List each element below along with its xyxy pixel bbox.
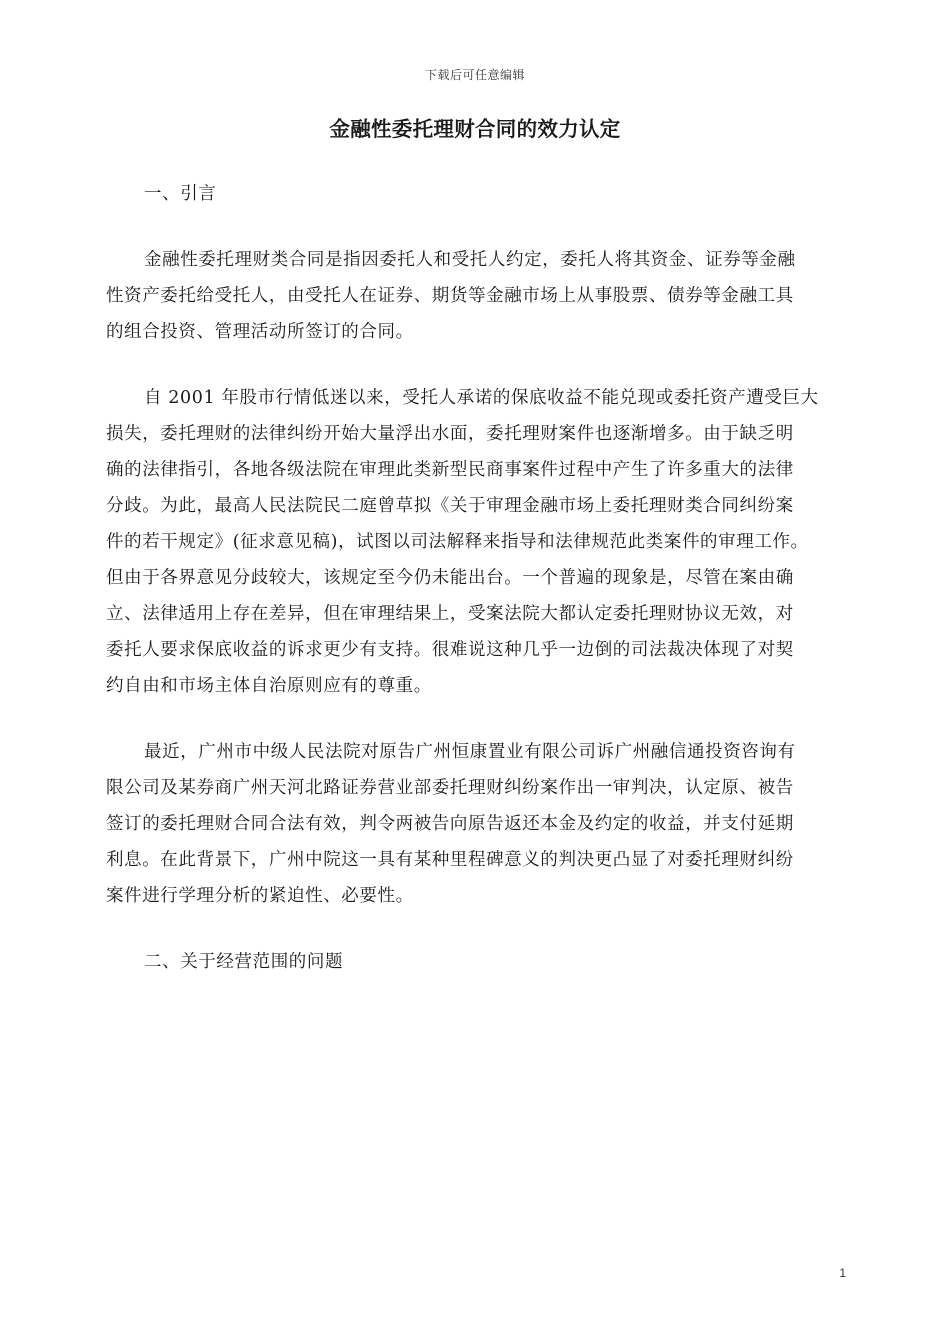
section-heading-introduction: 一、引言 bbox=[144, 184, 217, 204]
paragraph-line: 案件进行学理分析的紧迫性、必要性。 bbox=[106, 886, 414, 906]
paragraph-line: 件的若干规定》(征求意见稿)，试图以司法解释来指导和法律规范此类案件的审理工作。 bbox=[106, 532, 809, 552]
paragraph-line: 性资产委托给受托人，由受托人在证券、期货等金融市场上从事股票、债券等金融工具 bbox=[106, 286, 794, 306]
paragraph-line: 约自由和市场主体自治原则应有的尊重。 bbox=[106, 676, 432, 696]
paragraph-line: 金融性委托理财类合同是指因委托人和受托人约定，委托人将其资金、证券等金融 bbox=[144, 250, 796, 270]
section-heading-business-scope: 二、关于经营范围的问题 bbox=[144, 952, 344, 972]
paragraph-line: 损失，委托理财的法律纠纷开始大量浮出水面，委托理财案件也逐渐增多。由于缺乏明 bbox=[106, 424, 794, 444]
paragraph-line: 确的法律指引，各地各级法院在审理此类新型民商事案件过程中产生了许多重大的法律 bbox=[106, 460, 794, 480]
page-number: 1 bbox=[839, 1266, 846, 1280]
paragraph bbox=[106, 380, 846, 704]
paragraph-line: 委托人要求保底收益的诉求更少有支持。很难说这种几乎一边倒的司法裁决体现了对契 bbox=[106, 640, 794, 660]
paragraph-line: 利息。在此背景下，广州中院这一具有某种里程碑意义的判决更凸显了对委托理财纠纷 bbox=[106, 850, 794, 870]
paragraph-line: 自 2001 年股市行情低迷以来，受托人承诺的保底收益不能兑现或委托资产遭受巨大 bbox=[144, 388, 819, 408]
paragraph-line: 但由于各界意见分歧较大，该规定至今仍未能出台。一个普遍的现象是，尽管在案由确 bbox=[106, 568, 794, 588]
paragraph bbox=[106, 242, 846, 350]
paragraph-line: 立、法律适用上存在差异，但在审理结果上，受案法院大都认定委托理财协议无效，对 bbox=[106, 604, 794, 624]
header-note: 下载后可任意编辑 bbox=[424, 68, 525, 82]
document-body bbox=[106, 176, 846, 980]
paragraph bbox=[106, 734, 846, 914]
paragraph-line: 最近，广州市中级人民法院对原告广州恒康置业有限公司诉广州融信通投资咨询有 bbox=[144, 742, 796, 762]
paragraph-line: 限公司及某券商广州天河北路证券营业部委托理财纠纷案作出一审判决，认定原、被告 bbox=[106, 778, 794, 798]
paragraph-line: 的组合投资、管理活动所签订的合同。 bbox=[106, 322, 414, 342]
document-title: 金融性委托理财合同的效力认定 bbox=[329, 117, 621, 141]
paragraph-line: 分歧。为此，最高人民法院民二庭曾草拟《关于审理金融市场上委托理财类合同纠纷案 bbox=[106, 496, 794, 516]
paragraph-line: 签订的委托理财合同合法有效，判令两被告向原告返还本金及约定的收益，并支付延期 bbox=[106, 814, 794, 834]
